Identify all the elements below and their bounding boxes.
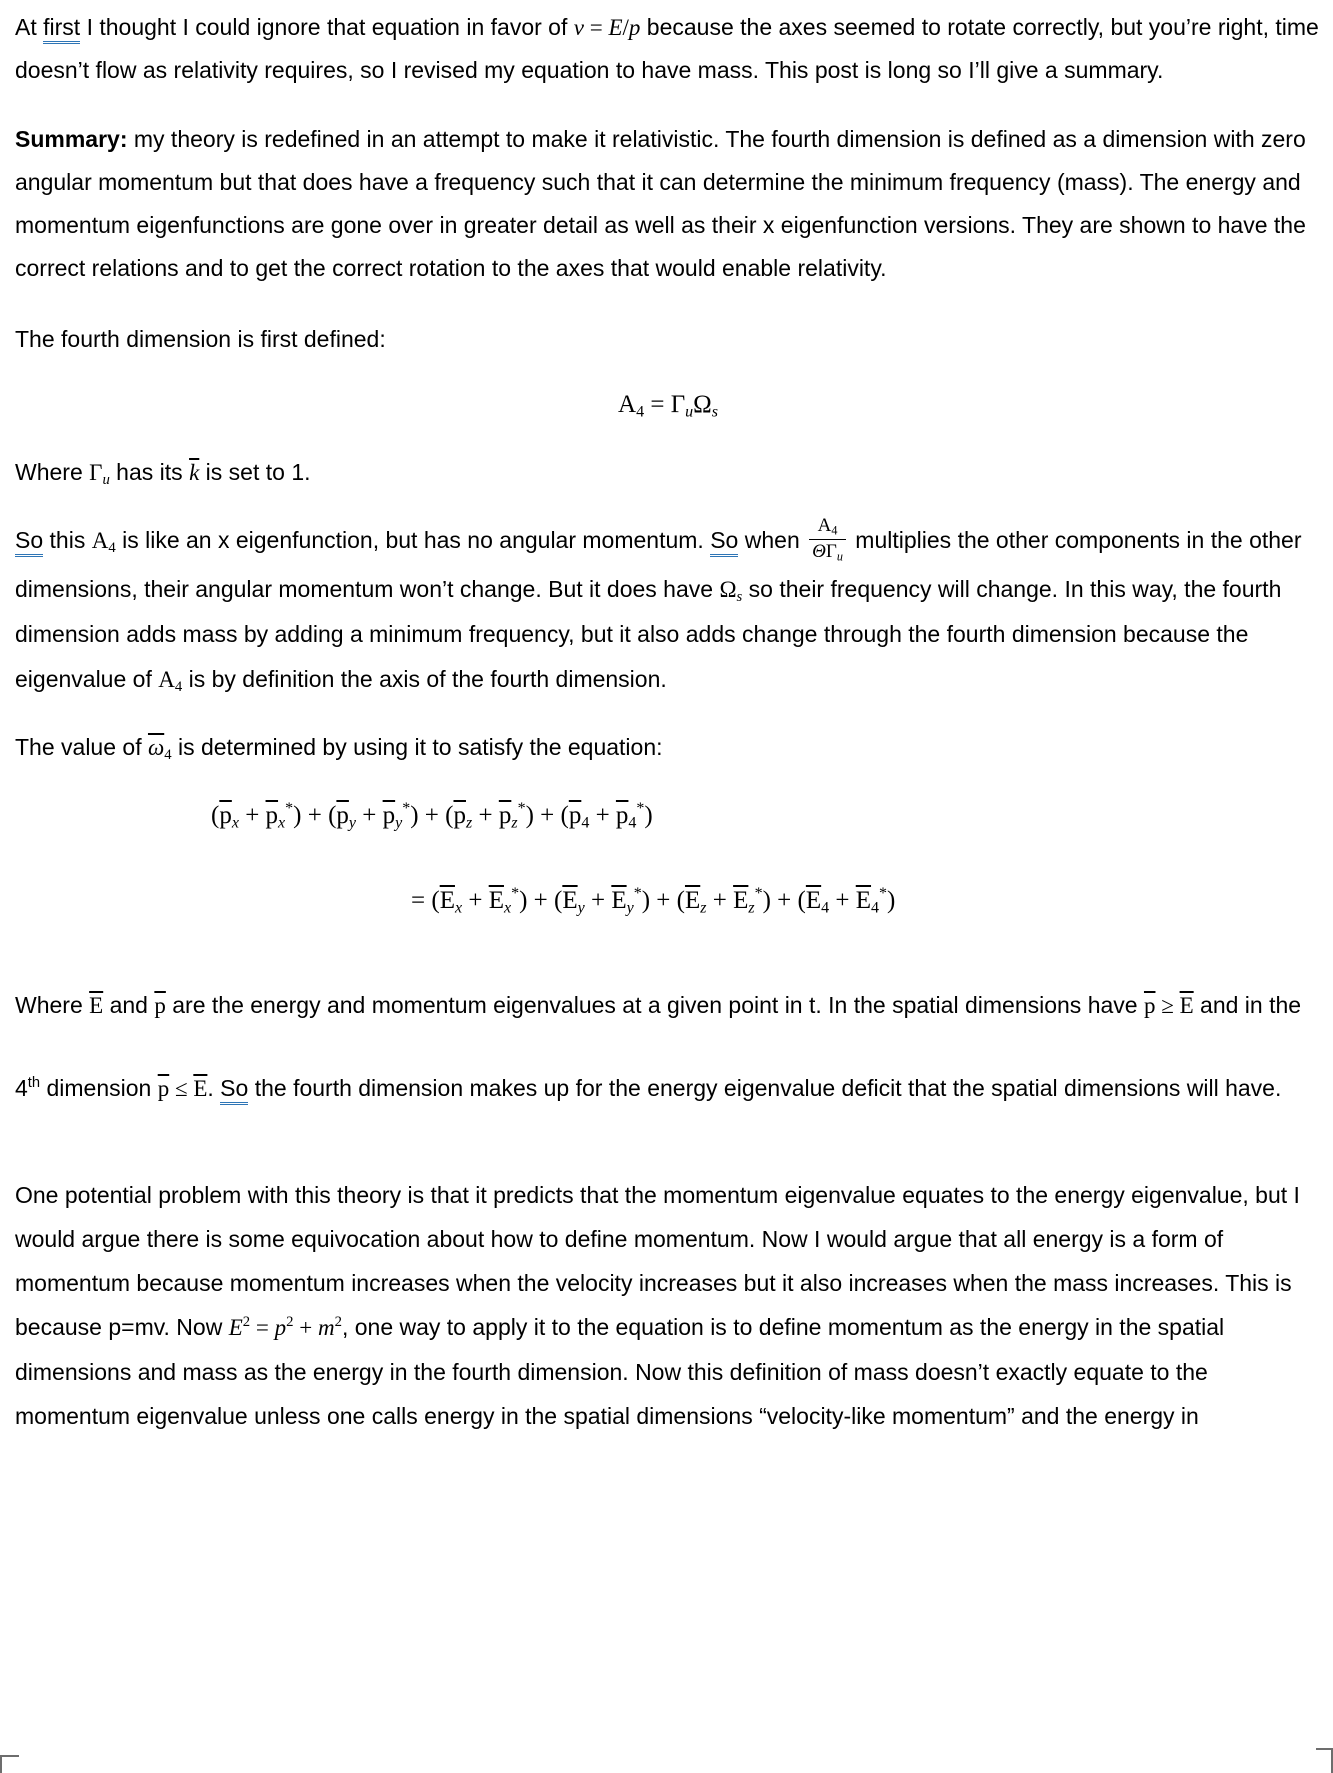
equation-momentum-energy-block bbox=[15, 794, 1321, 922]
equation-momentum-line: $(\overline{p}_x + \overline{p}_x^*) + (\overline{p}_y + \overline{p}_y^*) + (\overline{p}_z + \overline{p}_z^*) + (\overline{p}_4 + \overline{p}_4^*)$ bbox=[211, 799, 653, 832]
paragraph-eigenvalue-relations: Where $\overline{E}$ and $\overline{p}$ are the energy and momentum eigenvalues at a given point in t. In the spatial dimensions have $\overline{p} \ge \overline{E}$ and in the 4th dimension $\overline{p} \le \overline{E}$. So the fourth dimension makes up for the energy eigenvalue deficit that the spatial dimensions will have. bbox=[15, 964, 1321, 1130]
text-after-fraction: multiplies the other components in the other dimensions, their angular momentum won’t change. But it does have $\Omega_s$ so their frequency will change. In this way, the fourth dimension adds mass by adding a minimum frequency, but it also adds change through the fourth dimension because the eigenvalue of $A_4$ is by definition the axis of the fourth dimension. bbox=[15, 527, 1302, 695]
page-corner-mark-left bbox=[0, 1755, 19, 1773]
page-corner-mark-right bbox=[1316, 1748, 1333, 1773]
paragraph-potential-problem: One potential problem with this theory is that it predicts that the momentum eigenvalue equates to the energy eigenvalue, but I would argue there is some equivocation about how to define momentum. Now I would argue that all energy is a form of momentum because momentum increases when the velocity increases but it also increases when the mass increases. This is because p=mv. Now $E^2 = p^2 + m^2$, one way to apply it to the equation is to define momentum as the energy in the spatial dimensions and mass as the energy in the fourth dimension. Now this definition of mass doesn’t exactly equate to the momentum eigenvalue unless one calls energy in the spatial dimensions “velocity-like momentum” and the energy in bbox=[15, 1181, 1300, 1429]
text-before-fraction: So this $A_4$ is like an x eigenfunction, but has no angular momentum. So when bbox=[15, 527, 807, 557]
paragraph-omega4-value: The value of $\overline{\omega}_4$ is determined by using it to satisfy the equation: bbox=[15, 733, 663, 763]
inline-fraction-a4-over-theta-gamma bbox=[809, 515, 846, 564]
equation-a4-definition: $A_4 = \Gamma_u\Omega_s$ bbox=[618, 391, 718, 421]
fraction-numerator: $A_4$ bbox=[809, 515, 846, 540]
paragraph-gamma-k-note: Where $\Gamma_u$ has its $\overline{k}$ is set to 1. bbox=[15, 459, 311, 489]
paragraph-intro: At first I thought I could ignore that equation in favor of v = E/p because the axes seemed to rotate correctly, but you’re right, time doesn’t flow as relativity requires, so I revised my equation to have mass. This post is long so I’ll give a summary. bbox=[15, 14, 1319, 83]
equation-energy-line: = $(\overline{E}_x + \overline{E}_x^*) + (\overline{E}_y + \overline{E}_y^*) + (\overline{E}_z + \overline{E}_z^*) + (\overline{E}_4 + \overline{E}_4^*)$ bbox=[411, 884, 896, 917]
paragraph-summary: Summary: my theory is redefined in an attempt to make it relativistic. The fourth dimension is defined as a dimension with zero angular momentum but that does have a frequency such that it can determine the minimum frequency (mass). The energy and momentum eigenfunctions are gone over in greater detail as well as their x eigenfunction versions. They are shown to have the correct relations and to get the correct rotation to the axes that would enable relativity. bbox=[15, 126, 1306, 281]
paragraph-fourth-dimension-intro: The fourth dimension is first defined: bbox=[15, 326, 386, 352]
paragraph-a4-eigenfunction bbox=[15, 515, 1321, 702]
fraction-denominator: $\Theta\Gamma_u$ bbox=[812, 540, 843, 564]
